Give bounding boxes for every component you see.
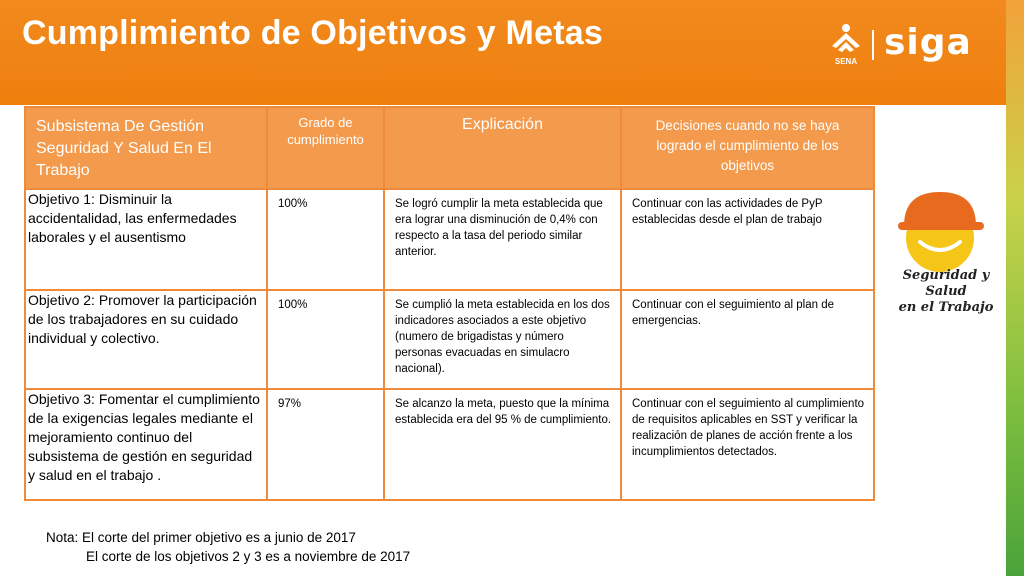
decision-cell: Continuar con las actividades de PyP establecidas desde el plan de trabajo <box>621 189 874 290</box>
sena-logo-icon <box>826 22 866 66</box>
decision-cell: Continuar con el seguimiento al cumplimiento de requisitos aplicables en SST y verificar la realización de planes de acción frente a los incumplimientos detectados. <box>621 389 874 500</box>
sst-caption <box>886 268 1006 316</box>
objective-cell: Objetivo 2: Promover la participación de los trabajadores en su cuidado individual y colectivo. <box>25 290 267 389</box>
sena-logo-text: SENA <box>834 57 858 66</box>
header-grade: Grado de cumplimiento <box>267 107 384 189</box>
table-row <box>25 290 874 389</box>
sst-caption-line2: en el Trabajo <box>898 300 994 315</box>
explanation-cell: Se alcanzo la meta, puesto que la mínima establecida era del 95 % de cumplimiento. <box>384 389 621 500</box>
header-explanation: Explicación <box>384 107 621 189</box>
grade-cell: 100% <box>267 290 384 389</box>
grade-cell: 97% <box>267 389 384 500</box>
explanation-cell: Se logró cumplir la meta establecida que era lograr una disminución de 0,4% con respecto a la tasa del periodo similar anterior. <box>384 189 621 290</box>
logo-divider <box>872 30 874 60</box>
siga-logo: siga <box>884 22 972 63</box>
header-banner <box>0 0 1006 105</box>
objectives-table <box>24 106 875 501</box>
footnote-line2: El corte de los objetivos 2 y 3 es a noviembre de 2017 <box>86 549 411 564</box>
table-row <box>25 389 874 500</box>
side-gradient-bar <box>1006 0 1024 576</box>
grade-cell: 100% <box>267 189 384 290</box>
table-row <box>25 189 874 290</box>
objective-cell: Objetivo 3: Fomentar el cumplimiento de la exigencias legales mediante el mejoramiento continuo del subsistema de gestión en seguridad y salud en el trabajo . <box>25 389 267 500</box>
logo-area <box>826 22 976 72</box>
explanation-cell: Se cumplió la meta establecida en los dos indicadores asociados a este objetivo (numero de brigadistas y número personas evacuadas en simulacro nacional). <box>384 290 621 389</box>
decision-cell: Continuar con el seguimiento al plan de emergencias. <box>621 290 874 389</box>
table-header-row <box>25 107 874 189</box>
page-title: Cumplimiento de Objetivos y Metas <box>22 14 603 52</box>
footnote <box>46 528 410 566</box>
objective-cell: Objetivo 1: Disminuir la accidentalidad, las enfermedades laborales y el ausentismo <box>25 189 267 290</box>
footnote-line1: Nota: El corte del primer objetivo es a junio de 2017 <box>46 530 356 545</box>
header-subsystem: Subsistema De Gestión Seguridad Y Salud En El Trabajo <box>25 107 267 189</box>
sst-caption-line1: Seguridad y Salud <box>902 268 990 299</box>
header-decisions: Decisiones cuando no se haya logrado el cumplimiento de los objetivos <box>621 107 874 189</box>
